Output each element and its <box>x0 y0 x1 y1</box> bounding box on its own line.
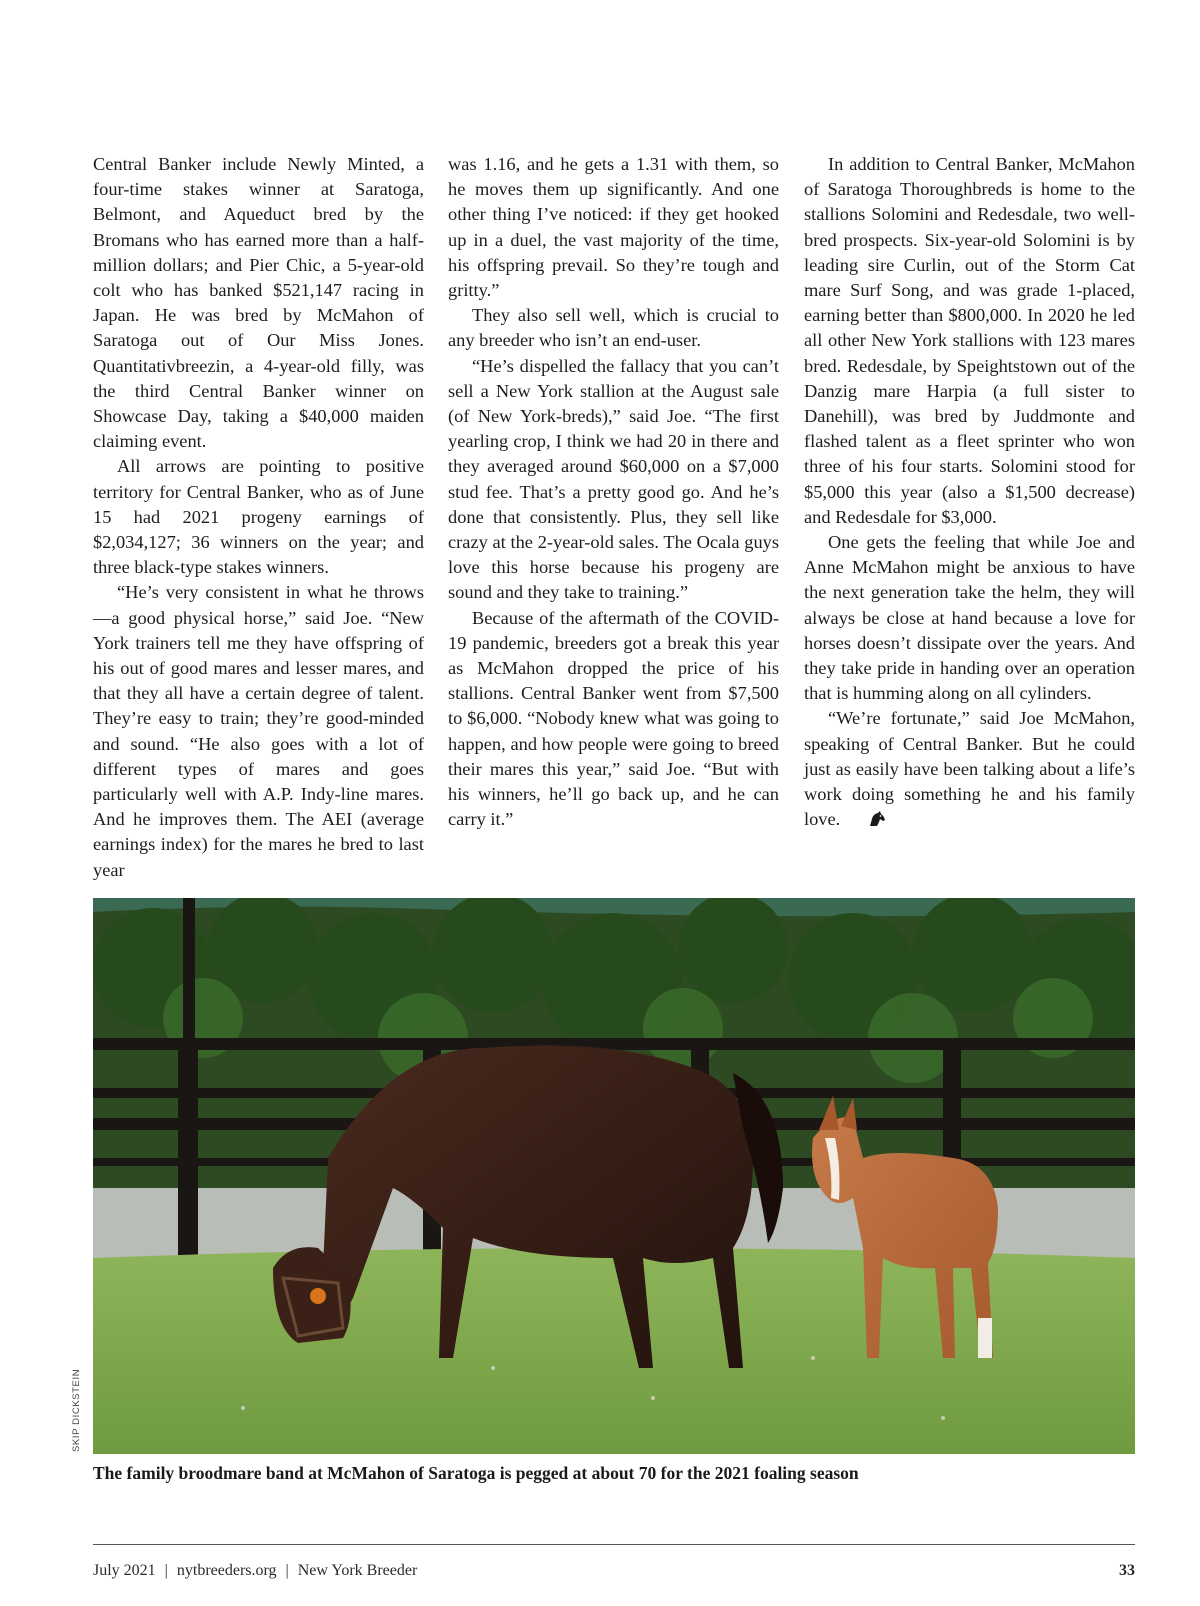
website-link[interactable]: nytbreeders.org <box>176 1562 277 1579</box>
footer-divider <box>93 1544 1135 1545</box>
page-number: 33 <box>1119 1562 1135 1579</box>
page-footer <box>93 1562 1135 1580</box>
photo-credit: SKIP DICKSTEIN <box>71 1368 82 1452</box>
horse-head-icon <box>844 809 862 825</box>
paragraph: “He’s very consistent in what he throws—a good physical horse,” said Joe. “New York trainers tell me they have offspring of his out of good mares and lesser mares, and that they all have a certain degree of talent. They’re easy to train; they’re good-minded and sound. “He also goes with a lot of different types of mares and goes particularly well with A.P. Indy-line mares. And he improves them. The AEI (average earnings index) for the mares he bred to last year <box>93 582 424 880</box>
paragraph-last <box>804 706 1135 832</box>
paragraph: They also sell well, which is crucial to any breeder who isn’t an end-user. <box>448 305 779 351</box>
paragraph: All arrows are pointing to positive territory for Central Banker, who as of June 15 had 2021 progeny earnings of $2,034,127; 36 winners on the year; and three black-type stakes winners. <box>93 456 424 578</box>
photo-caption: The family broodmare band at McMahon of Saratoga is pegged at about 70 for the 2021 foaling season <box>93 1463 859 1483</box>
photo-mare-and-foal <box>93 898 1135 1454</box>
footer-separator: | <box>164 1562 168 1579</box>
paragraph: Central Banker include Newly Minted, a four-time stakes winner at Saratoga, Belmont, and Aqueduct bred by the Bromans who has earned more than a half-million dollars; and Pier Chic, a 5-year-old colt who has banked $521,147 racing in Japan. He was bred by McMahon of Saratoga out of Our Miss Jones. Quantitativbreezin, a 4-year-old filly, was the third Central Banker winner on Showcase Day, taking a $40,000 maiden claiming event. <box>93 154 424 452</box>
issue-date: July 2021 <box>93 1562 156 1579</box>
article-column-3 <box>804 152 1135 832</box>
article-body <box>93 152 1135 887</box>
paragraph: One gets the feeling that while Joe and Anne McMahon might be anxious to have the next generation take the helm, they will always be close at hand because a love for horses doesn’t dissipate over the years. And they take pride in handing over an operation that is humming along on all cylinders. <box>804 532 1135 704</box>
article-column-2 <box>448 152 779 832</box>
paragraph: In addition to Central Banker, McMahon of Saratoga Thoroughbreds is home to the stallions Solomini and Redesdale, two well-bred prospects. Six-year-old Solomini is by leading sire Curlin, out of the Storm Cat mare Surf Song, and was grade 1-placed, earning better than $800,000. In 2020 he led all other New York stallions with 123 mares bred. Redesdale, by Speightstown out of the Danzig mare Harpia (a full sister to Danehill), was bred by Juddmonte and flashed talent as a fleet sprinter who won three of his four starts. Solomini stood for $5,000 this year (also a $1,500 decrease) and Redesdale for $3,000. <box>804 154 1135 527</box>
paragraph: Because of the aftermath of the COVID-19 pandemic, breeders got a break this year as McMahon dropped the price of his stallions. Central Banker went from $7,500 to $6,000. “Nobody knew what was going to happen, and how people were going to breed their mares this year,” said Joe. “But with his winners, he’ll go back up, and he can carry it.” <box>448 607 779 830</box>
paragraph-text: “We’re fortunate,” said Joe McMahon, speaking of Central Banker. But he could just as easily have been talking about a life’s work doing something he and his family love. <box>804 708 1135 830</box>
paragraph: was 1.16, and he gets a 1.31 with them, so he moves them up significantly. And one other thing I’ve noticed: if they get hooked up in a duel, the vast majority of the time, his offspring prevail. So they’re tough and gritty.” <box>448 154 779 301</box>
footer-separator: | <box>285 1562 289 1579</box>
article-column-1 <box>93 152 424 883</box>
publication-name: New York Breeder <box>297 1562 418 1579</box>
paragraph: “He’s dispelled the fallacy that you can’t sell a New York stallion at the August sale (of New York-breds),” said Joe. “The first yearling crop, I think we had 20 in there and they averaged around $60,000 on a $7,000 stud fee. That’s a pretty good go. And he’s done that consistently. Plus, they sell like crazy at the 2-year-old sales. The Ocala guys love this horse because his progeny are sound and they take to training.” <box>448 355 779 603</box>
